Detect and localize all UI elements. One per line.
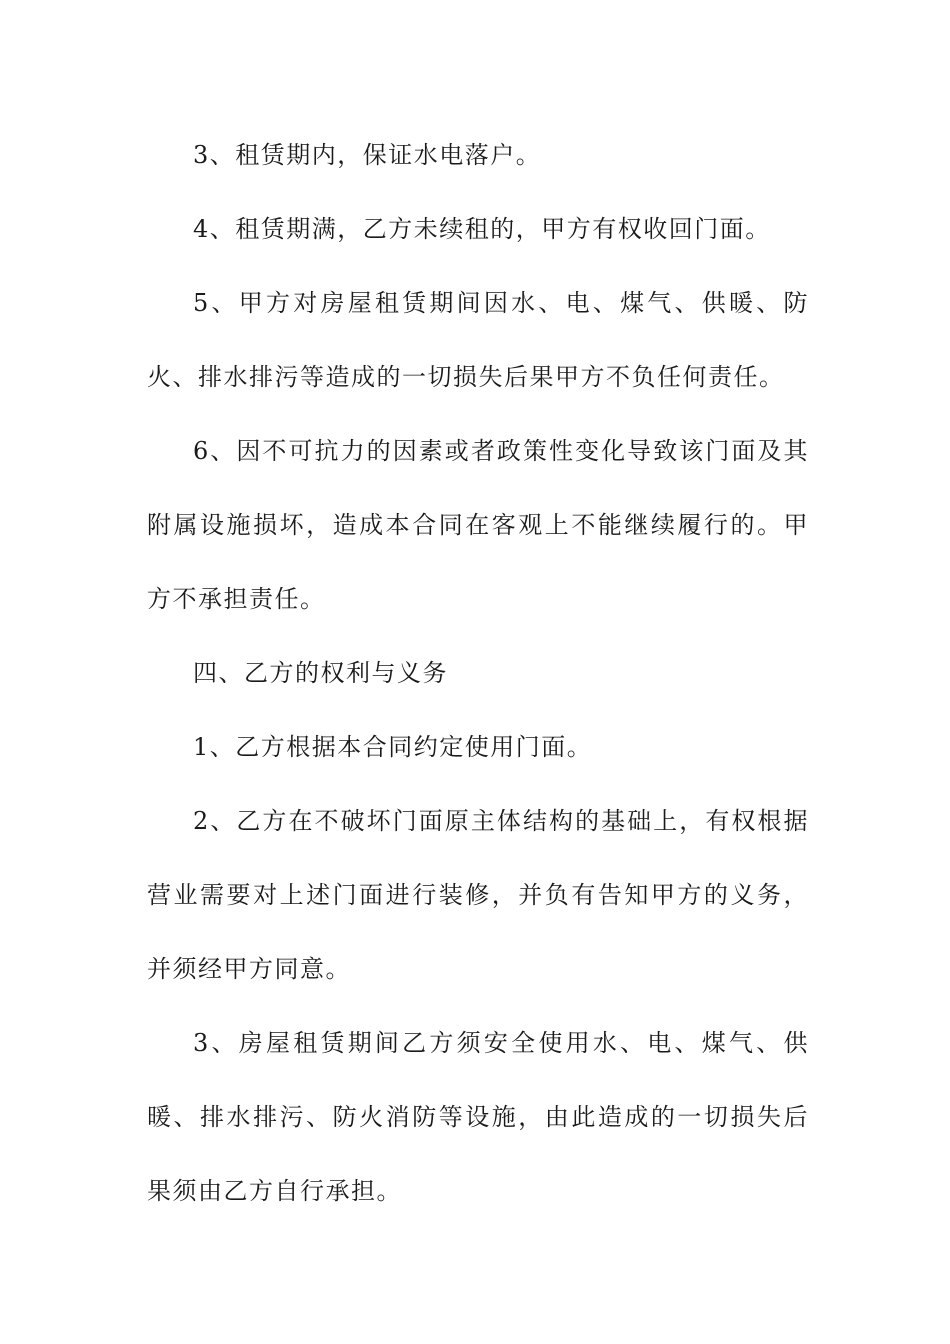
section-heading: 四、乙方的权利与义务 — [193, 659, 448, 687]
clause-paragraph: 5、甲方对房屋租赁期间因水、电、煤气、供暖、防火、排水排污等造成的一切损失后果甲方不负任何责任。 — [147, 289, 809, 391]
clause-paragraph: 3、房屋租赁期间乙方须安全使用水、电、煤气、供暖、排水排污、防火消防等设施，由此造成的一切损失后果须由乙方自行承担。 — [147, 1029, 809, 1205]
clause-paragraph: 3、租赁期内，保证水电落户。 — [193, 141, 542, 169]
clause-paragraph: 2、乙方在不破坏门面原主体结构的基础上，有权根据营业需要对上述门面进行装修，并负有告知甲方的义务，并须经甲方同意。 — [147, 807, 809, 983]
clause-paragraph: 6、因不可抗力的因素或者政策性变化导致该门面及其附属设施损坏，造成本合同在客观上不能继续履行的。甲方不承担责任。 — [147, 437, 809, 613]
document-body — [147, 118, 809, 1228]
clause-paragraph: 4、租赁期满，乙方未续租的，甲方有权收回门面。 — [193, 215, 771, 243]
clause-paragraph: 1、乙方根据本合同约定使用门面。 — [193, 733, 593, 761]
